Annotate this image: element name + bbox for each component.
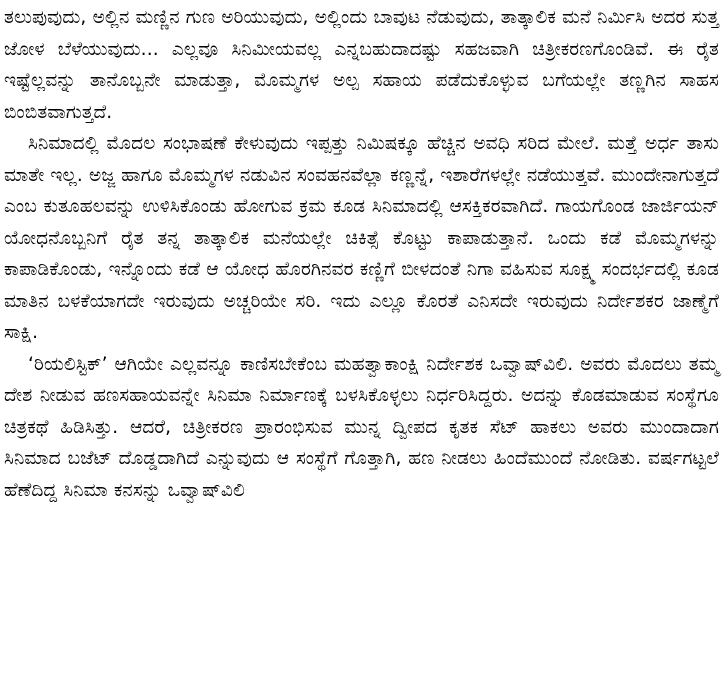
article-paragraph-3: ‘ರಿಯಲಿಸ್ಟಿಕ್’ ಆಗಿಯೇ ಎಲ್ಲವನ್ನೂ ಕಾಣಿಸಬೇಕೆಂಬ ಮಹತ್ವಾಕಾಂಕ್ಷಿ ನಿರ್ದೇಶಕ ಒವ್ವಾಷ್‌ವಿಲಿ. ಅವರು ಮೊದಲು ತಮ್ಮ ದೇಶ ನೀಡುವ ಹಣಸಹಾಯವನ್ನೇ ಸಿನಿಮಾ ನಿರ್ಮಾಣಕ್ಕೆ ಬಳಸಿಕೊಳ್ಳಲು ನಿರ್ಧರಿಸಿದ್ದರು. ಅದನ್ನು ಕೊಡಮಾಡುವ ಸಂಸ್ಥೆಗೂ ಚಿತ್ರಕಥೆ ಹಿಡಿಸಿತ್ತು. ಆದರೆ, ಚಿತ್ರೀಕರಣ ಪ್ರಾರಂಭಿಸುವ ಮುನ್ನ ದ್ವೀಪದ ಕೃತಕ ಸೆಟ್ ಹಾಕಲು ಅವರು ಮುಂದಾದಾಗ ಸಿನಿಮಾದ ಬಜೆಟ್ ದೊಡ್ಡದಾಗಿದೆ ಎನ್ನುವುದು ಆ ಸಂಸ್ಥೆಗೆ ಗೊತ್ತಾಗಿ, ಹಣ ನೀಡಲು ಹಿಂದೆಮುಂದೆ ನೋಡಿತು. ವರ್ಷಗಟ್ಟಲೆ ಹೆಣೆದಿದ್ದ ಸಿನಿಮಾ ಕನಸನ್ನು ಒವ್ವಾಷ್‌ವಿಲಿ [4, 353, 719, 501]
article-paragraph-1: ತಲುಪುವುದು, ಅಲ್ಲಿನ ಮಣ್ಣಿನ ಗುಣ ಅರಿಯುವುದು, ಅಲ್ಲಿಂದು ಬಾವುಟ ನೆಡುವುದು, ತಾತ್ಕಾಲಿಕ ಮನೆ ನಿರ್ಮಿಸಿ ಅದರ ಸುತ್ತ ಜೋಳ ಬೆಳೆಯುವುದು... ಎಲ್ಲವೂ ಸಿನಿಮೀಯವಲ್ಲ ಎನ್ನಬಹುದಾದಷ್ಟು ಸಹಜವಾಗಿ ಚಿತ್ರೀಕರಣಗೊಂಡಿವೆ. ಈ ರೈತ ಇಷ್ಟೆಲ್ಲವನ್ನು ತಾನೊಬ್ಬನೇ ಮಾಡುತ್ತಾ, ಮೊಮ್ಮಗಳ ಅಲ್ಪ ಸಹಾಯ ಪಡೆದುಕೊಳ್ಳುವ ಬಗೆಯಲ್ಲೇ ತಣ್ಣಗಿನ ಸಾಹಸ ಬಿಂಬಿತವಾಗುತ್ತದೆ. [4, 7, 719, 123]
article-paragraph-2: ಸಿನಿಮಾದಲ್ಲಿ ಮೊದಲ ಸಂಭಾಷಣೆ ಕೇಳುವುದು ಇಪ್ಪತ್ತು ನಿಮಿಷಕ್ಕೂ ಹೆಚ್ಚಿನ ಅವಧಿ ಸರಿದ ಮೇಲೆ. ಮತ್ತೆ ಅರ್ಧ ತಾಸು ಮಾತೇ ಇಲ್ಲ. ಅಜ್ಜ ಹಾಗೂ ಮೊಮ್ಮಗಳ ನಡುವಿನ ಸಂವಹನವೆಲ್ಲಾ ಕಣ್ಣನ್ನೆ, ಇಶಾರೆಗಳಲ್ಲೇ ನಡೆಯುತ್ತವೆ. ಮುಂದೇನಾಗುತ್ತದೆ ಎಂಬ ಕುತೂಹಲವನ್ನು ಉಳಿಸಿಕೊಂಡು ಹೋಗುವ ಕ್ರಮ ಕೂಡ ಸಿನಿಮಾದಲ್ಲಿ ಆಸಕ್ತಿಕರವಾಗಿದೆ. ಗಾಯಗೊಂಡ ಜಾರ್ಜಿಯನ್ ಯೋಧನೊಬ್ಬನಿಗೆ ರೈತ ತನ್ನ ತಾತ್ಕಾಲಿಕ ಮನೆಯಲ್ಲೇ ಚಿಕಿತ್ಸೆ ಕೊಟ್ಟು ಕಾಪಾಡುತ್ತಾನೆ. ಒಂದು ಕಡೆ ಮೊಮ್ಮಗಳನ್ನು ಕಾಪಾಡಿಕೊಂಡು, ಇನ್ನೊಂದು ಕಡೆ ಆ ಯೋಧ ಹೊರಗಿನವರ ಕಣ್ಣಿಗೆ ಬೀಳದಂತೆ ನಿಗಾ ವಹಿಸುವ ಸೂಕ್ಷ್ಮ ಸಂದರ್ಭದಲ್ಲಿ ಕೂಡ ಮಾತಿನ ಬಳಕೆಯಾಗದೇ ಇರುವುದು ಅಚ್ಚರಿಯೇ ಸರಿ. ಇದು ಎಲ್ಲೂ ಕೊರತೆ ಎನಿಸದೇ ಇರುವುದು ನಿರ್ದೇಶಕರ ಜಾಣ್ಮೆಗೆ ಸಾಕ್ಷಿ. [4, 133, 719, 343]
